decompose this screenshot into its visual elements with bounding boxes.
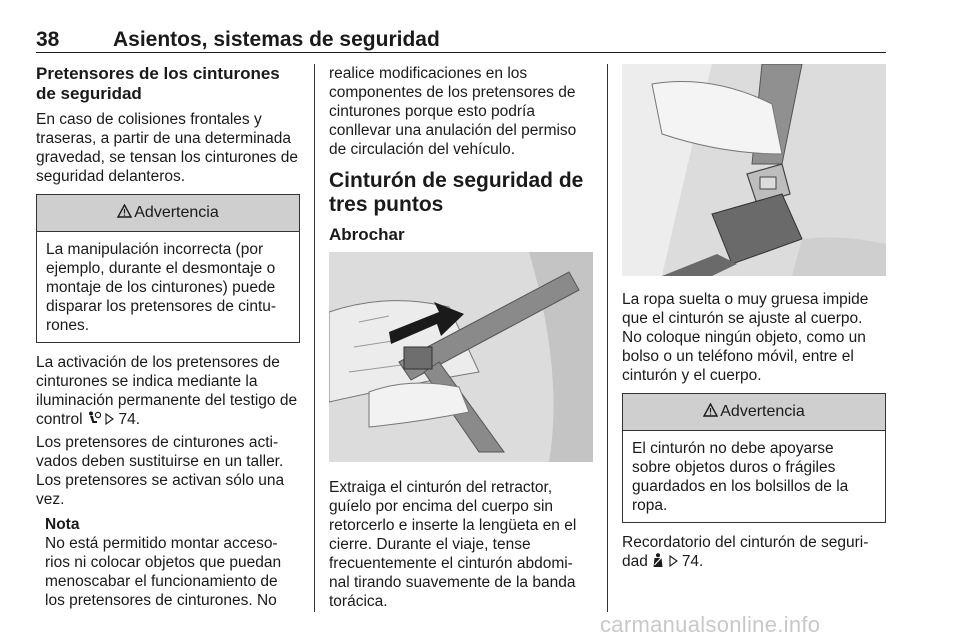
note-title: Nota [45,516,80,533]
warning-box [36,194,300,343]
warning-title: Advertencia [720,403,805,420]
seatbelt-buckling-illustration [329,252,593,462]
seatbelt-icon [652,553,664,568]
subsection-heading: Abrochar [329,225,405,244]
seatbelt-buckle-illustration [622,64,886,276]
warning-triangle-icon [117,204,132,218]
warning-header [623,394,885,431]
page-title: Asientos, sistemas de seguridad [113,28,440,51]
column-divider [314,64,315,612]
warning-triangle-icon [703,403,718,417]
paragraph: Extraiga el cinturón del retractor, guíelo por encima del cuerpo sin retorcerlo e inserte la lengüeta en el cierre. Durante el viaje, tense frecuentemente el cinturón abdomi-nal tirando suavemente de la banda torácica. [329,479,577,610]
page-number: 38 [36,28,60,51]
paragraph: La ropa suelta o muy gruesa impide que el cinturón se ajuste al cuerpo. No coloque ningún objeto, como un bolso o un teléfono móvil, entre el cinturón y el cuerpo. [622,291,869,384]
page-ref-triangle-icon [105,413,114,425]
column-2 [329,64,593,615]
note-box [45,515,300,610]
section-heading: Cinturón de seguridad de tres puntos [329,169,584,216]
warning-body: La manipulación incorrecta (por ejemplo, durante el desmontaje o montaje de los cinturones) puede disparar los pretensores de cintu-rones. [46,241,277,334]
warning-title: Advertencia [134,204,219,221]
column-3 [622,64,886,575]
warning-body: El cinturón no debe apoyarse sobre objetos duros o frágiles guardados en los bolsillos de la ropa. [632,440,849,514]
watermark: carmanualsonline.info [600,612,821,637]
warning-header [37,195,299,232]
paragraph: La activación de los pretensores de cinturones se indica mediante la iluminación permanente del testigo de control 74. [36,354,298,428]
airbag-icon [87,411,101,426]
section-heading: Pretensores de los cinturones de seguridad [36,64,280,103]
paragraph: realice modificaciones en los componentes de los pretensores de cinturones porque esto podría conllevar una anulación del permiso de circulación del vehículo. [329,65,577,158]
page-ref-triangle-icon [669,555,678,567]
intro-paragraph: En caso de colisiones frontales y traseras, a partir de una determinada gravedad, se tensan los cinturones de seguridad delanteros. [36,111,298,185]
note-body: No está permitido montar acceso-rios ni colocar objetos que puedan menoscabar el funcionamiento de los pretensores de cinturones. No [45,535,282,609]
warning-box [622,393,886,523]
paragraph: Los pretensores de cinturones acti-vados deben sustituirse en un taller. Los pretensores se activan sólo una vez. [36,434,285,508]
column-1 [36,64,300,610]
column-divider [607,64,608,612]
page-header [36,22,886,53]
paragraph: Recordatorio del cinturón de seguri-dad 74. [622,534,869,570]
